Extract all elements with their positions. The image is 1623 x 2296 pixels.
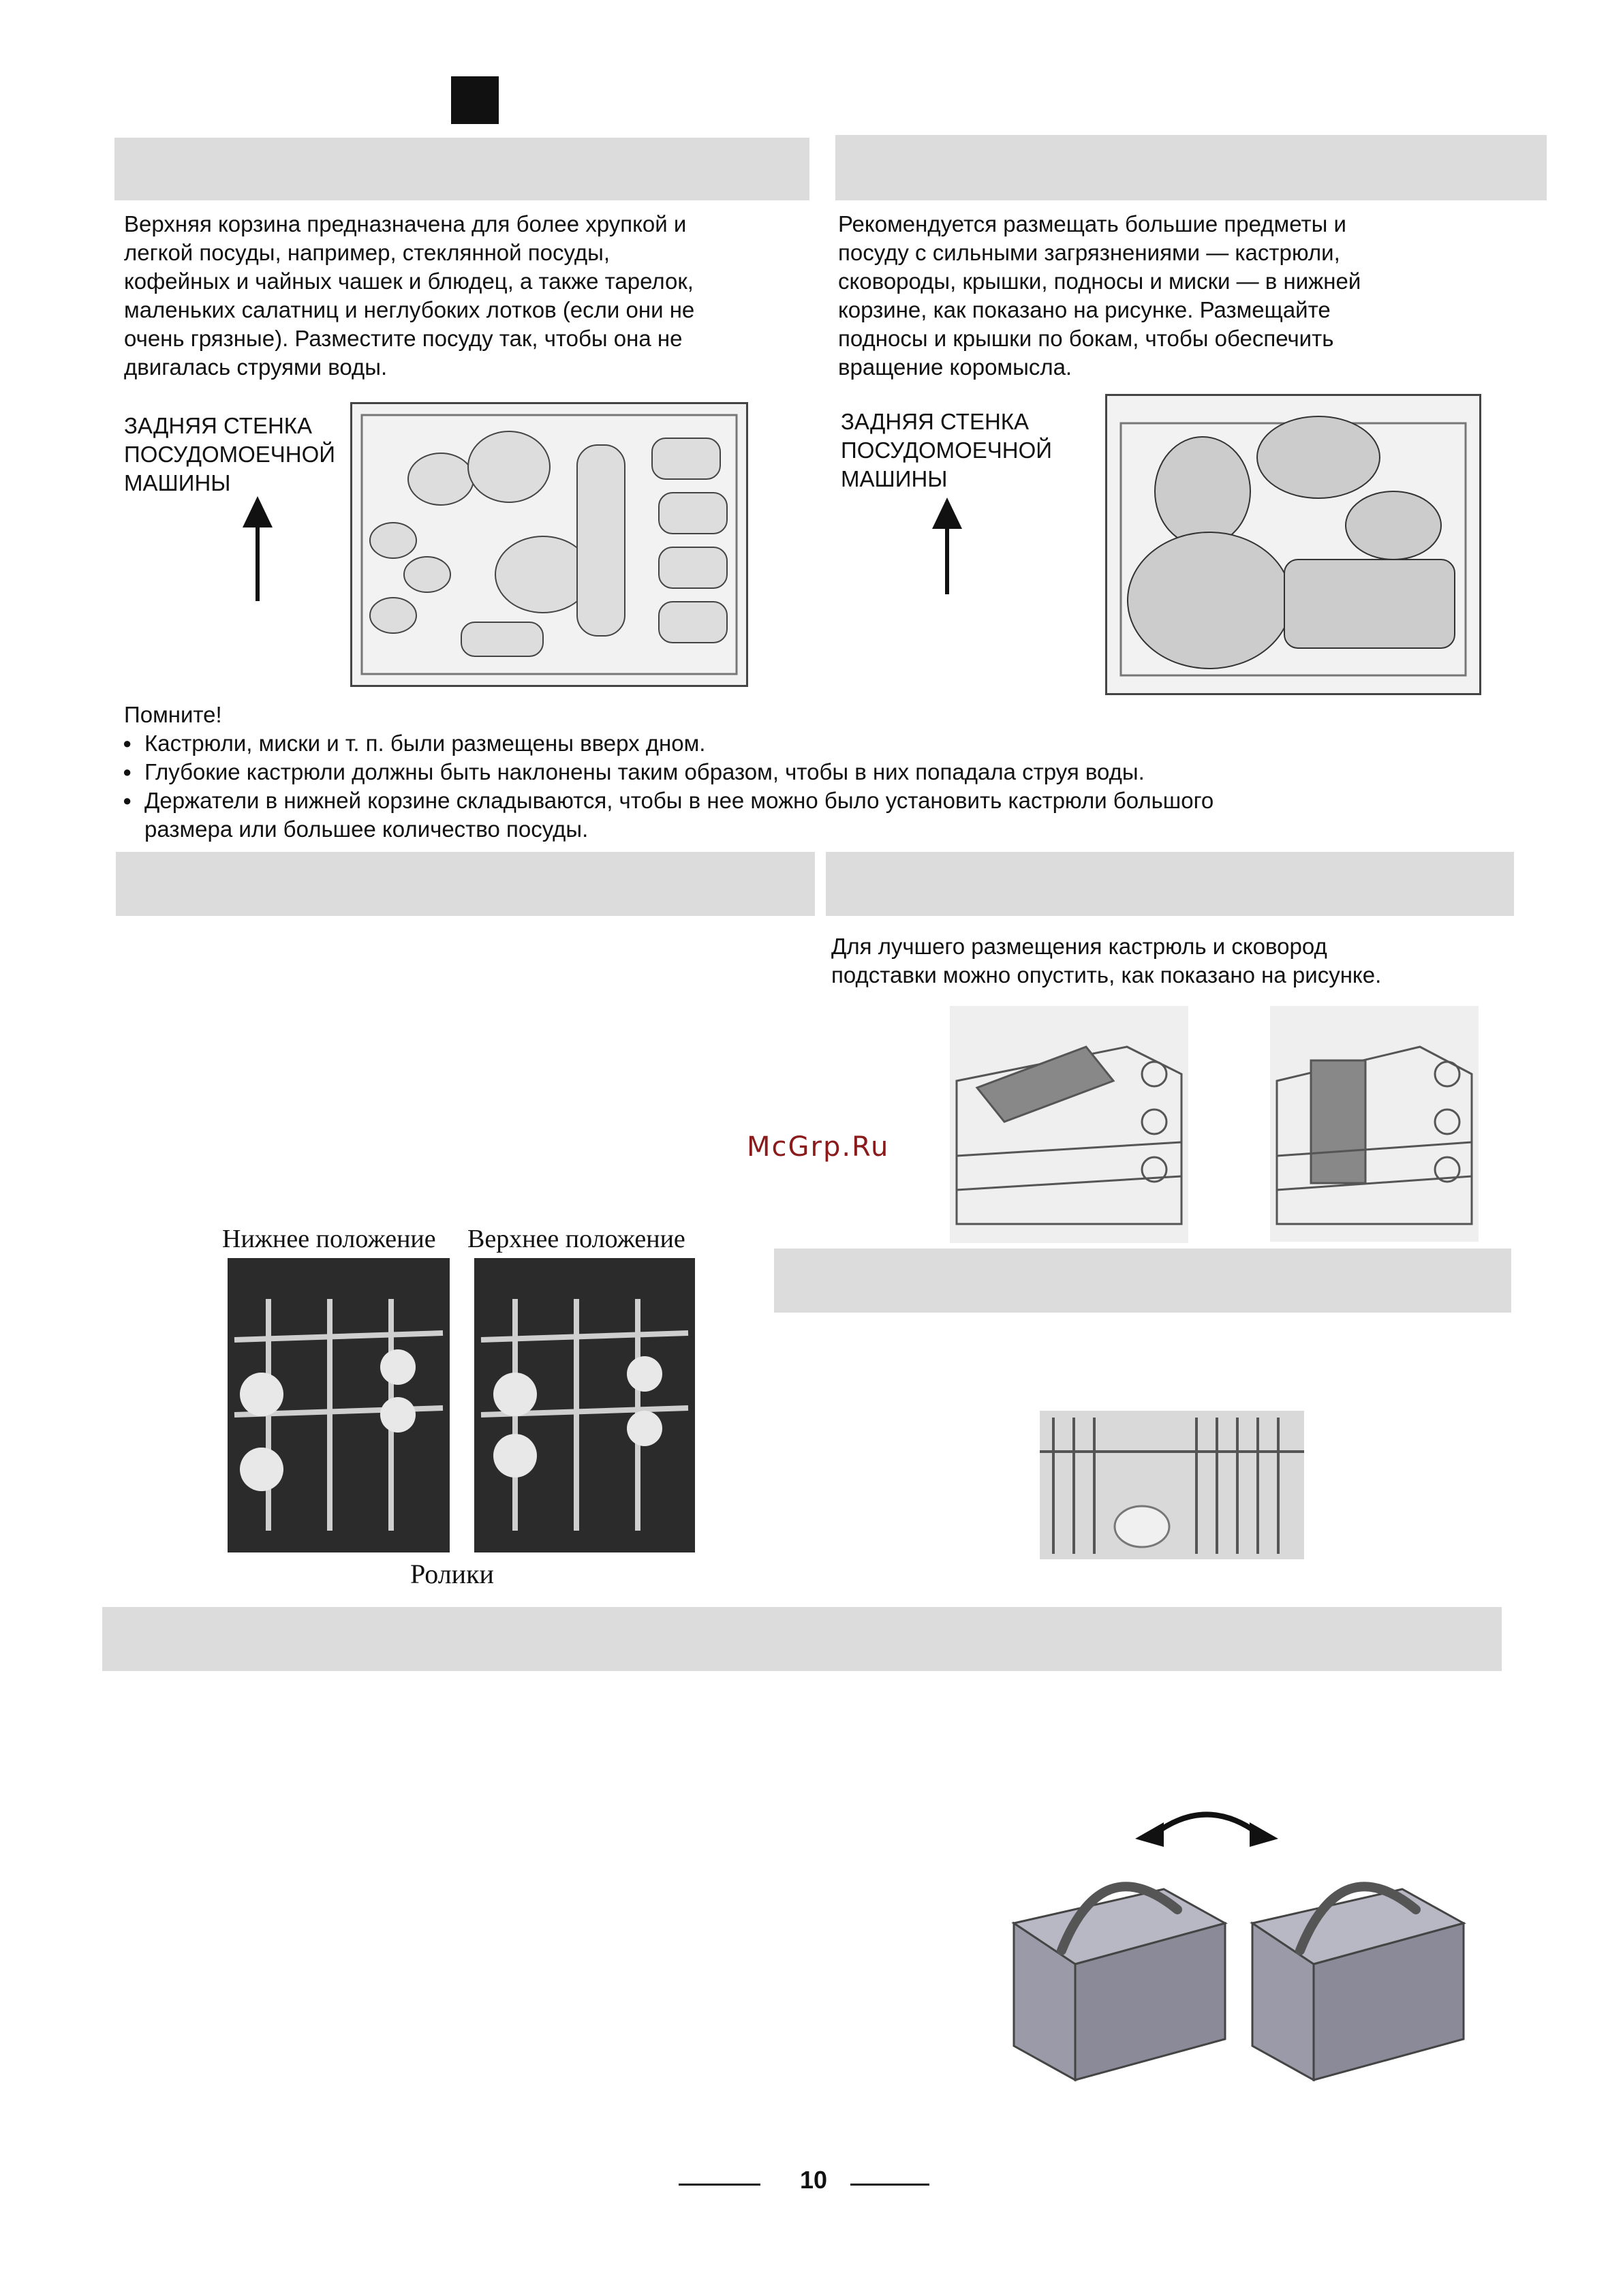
rollers-caption: Ролики [410, 1559, 494, 1589]
watermark: McGrp.Ru [747, 1131, 890, 1163]
upper-basket-drawing [352, 404, 746, 685]
footer-rule-right [850, 2184, 929, 2186]
upper-position-label: Верхнее положение [467, 1225, 685, 1253]
header-band-folding-racks [774, 1249, 1511, 1313]
remember-item: ● Держатели в нижней корзине складываются, чтобы в нее можно было установить кастрюли большого размера или большее количество посуды. [120, 786, 1415, 844]
upper-arrow-icon [243, 496, 273, 527]
upper-rear-wall-label: ЗАДНЯЯ СТЕНКА ПОСУДОМОЕЧНОЙ МАШИНЫ [124, 413, 336, 495]
folding-racks-photo [1040, 1411, 1304, 1559]
remember-title: Помните! [124, 702, 222, 727]
page-number: 10 [800, 2166, 828, 2194]
rollers-upper-position-photo [474, 1258, 695, 1552]
upper-basket-text: Верхняя корзина предназначена для более хрупкой и легкой посуды, например, стеклянной посуды, кофейных и чайных чашек и блюдец, а также тарелок, маленьких салатниц и неглубоких лотков (если они не очень грязные). Разместите посуду так, чтобы она не двигалась струями воды. [124, 211, 695, 380]
footer-rule-left [679, 2184, 760, 2186]
cutlery-basket-illustration [1007, 1848, 1470, 2092]
lower-rear-wall-label: ЗАДНЯЯ СТЕНКА ПОСУДОМОЕЧНОЙ МАШИНЫ [841, 409, 1053, 491]
upper-arrow-shaft [256, 525, 260, 601]
supports-text: Для лучшего размещения кастрюль и сковород подставки можно опустить, как показано на рисунке. [831, 934, 1382, 988]
header-band-upper-basket [114, 138, 809, 200]
remember-item: ● Кастрюли, миски и т. п. были размещены вверх дном. [120, 729, 1415, 758]
supports-raised-illustration [950, 1006, 1188, 1243]
remember-item: ● Глубокие кастрюли должны быть наклонены таким образом, чтобы в них попадала струя воды. [120, 758, 1415, 786]
upper-basket-illustration [350, 402, 748, 687]
lower-basket-drawing [1107, 396, 1479, 693]
lower-arrow-shaft [945, 526, 949, 594]
section-marker [451, 76, 499, 124]
lower-basket-illustration [1105, 394, 1481, 695]
supports-lowered-illustration [1270, 1006, 1479, 1242]
rollers-lower-position-photo [228, 1258, 450, 1552]
lower-position-label: Нижнее положение [222, 1225, 436, 1253]
header-band-cutlery-basket [102, 1607, 1502, 1671]
lower-arrow-icon [932, 498, 962, 529]
swap-arrow-icon [1135, 1799, 1278, 1847]
lower-basket-text: Рекомендуется размещать большие предметы и посуду с сильными загрязнениями — кастрюли, сковороды, крышки, подносы и миски — в нижней корзине, как показано на рисунке. Размещайте подносы и крышки по бокам, чтобы обеспечить вращение коромысла. [838, 211, 1361, 380]
header-band-supports [826, 852, 1514, 916]
header-band-lower-basket [835, 135, 1547, 200]
remember-list [120, 729, 1415, 844]
header-band-rollers [116, 852, 815, 916]
